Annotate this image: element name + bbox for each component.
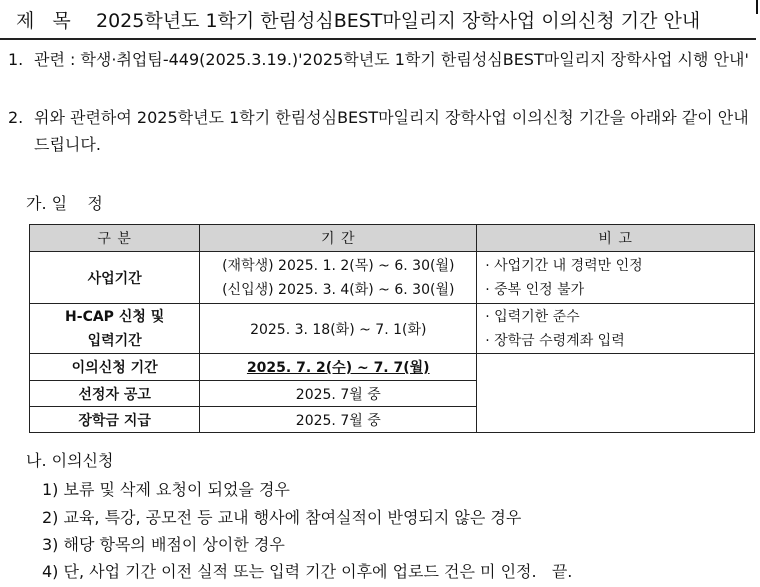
period-line: (재학생) 2025. 1. 2(목) ~ 6. 30(월) (222, 257, 455, 274)
paragraph-number: 1. (8, 50, 24, 69)
highlighted-period: 2025. 7. 2(수) ~ 7. 7(월) (246, 360, 430, 376)
section-b-title: 나. 이의신청 (26, 451, 114, 470)
period-line: (신입생) 2025. 3. 4(화) ~ 6. 30(월) (222, 281, 455, 298)
table-header-row (30, 225, 755, 252)
row-period (200, 354, 477, 381)
row-period: 2025. 3. 18(화) ~ 7. 1(화) (200, 304, 477, 354)
list-item: 1) 보류 및 삭제 요청이 되었을 경우 (42, 480, 290, 499)
row-notes (477, 304, 755, 354)
header-period: 기 간 (200, 225, 477, 252)
row-period (200, 252, 477, 304)
row-notes (477, 252, 755, 304)
section-a-title: 가. 일 정 (26, 194, 103, 213)
row-notes-empty (477, 354, 755, 433)
paragraph-text: 위와 관련하여 2025학년도 1학기 한림성심BEST마일리지 장학사업 이의신청 기간을 아래와 같이 안내드립니다. (34, 108, 749, 154)
row-period: 2025. 7월 중 (200, 381, 477, 407)
table-row (30, 304, 755, 354)
row-category: 장학금 지급 (30, 407, 200, 433)
corner-mark (756, 0, 758, 14)
paragraph-number: 2. (8, 108, 24, 127)
row-category: 이의신청 기간 (30, 354, 200, 381)
document-title-row (0, 0, 756, 40)
document-title: 2025학년도 1학기 한림성심BEST마일리지 장학사업 이의신청 기간 안내 (96, 10, 701, 32)
header-notes: 비 고 (477, 225, 755, 252)
table-row (30, 252, 755, 304)
note-line: · 입력기한 준수 (485, 308, 580, 325)
subject-label: 제 목 (16, 10, 77, 32)
list-item: 4) 단, 사업 기간 이전 실적 또는 입력 기간 이후에 업로드 건은 미 인정. 끝. (42, 562, 573, 581)
list-item: 3) 해당 항목의 배점이 상이한 경우 (42, 535, 285, 554)
row-category (30, 304, 200, 354)
paragraph-text: 관련 : 학생·취업팀-449(2025.3.19.)'2025학년도 1학기 한림성심BEST마일리지 장학사업 시행 안내' (34, 50, 749, 69)
category-line: H-CAP 신청 및 (65, 308, 165, 325)
note-line: · 중복 인정 불가 (485, 281, 585, 298)
note-line: · 사업기간 내 경력만 인정 (485, 257, 643, 274)
table-row (30, 354, 755, 381)
note-line: · 장학금 수령계좌 입력 (485, 332, 625, 349)
schedule-table (29, 224, 755, 433)
list-item: 2) 교육, 특강, 공모전 등 교내 행사에 참여실적이 반영되지 않은 경우 (42, 508, 522, 527)
row-category: 선정자 공고 (30, 381, 200, 407)
category-line: 입력기간 (87, 332, 142, 349)
row-period: 2025. 7월 중 (200, 407, 477, 433)
header-category: 구 분 (30, 225, 200, 252)
row-category: 사업기간 (30, 252, 200, 304)
